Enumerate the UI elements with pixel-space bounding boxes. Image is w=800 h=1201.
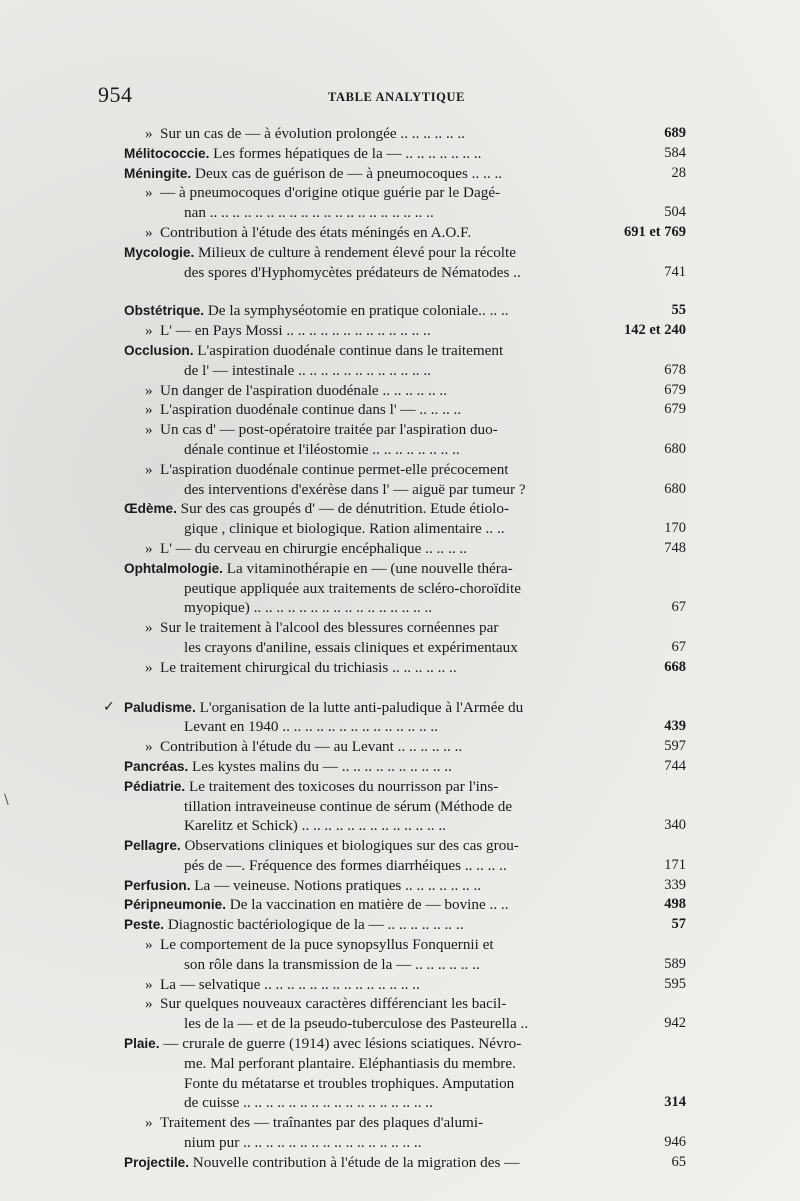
index-entry (124, 460, 686, 500)
entry-line (124, 856, 686, 876)
entry-line (103, 698, 660, 718)
index-entry (124, 499, 686, 539)
entry-text: me. Mal perforant plantaire. Eléphantiasis du membre. (184, 1054, 516, 1072)
entry-text: Traitement des — traînantes par des plaques d'alumi- (160, 1114, 484, 1132)
page-reference: 689 (664, 125, 686, 141)
running-title: TABLE ANALYTIQUE (328, 90, 466, 104)
entry-line (124, 737, 686, 757)
entry-text: son rôle dans la transmission de la — .. .. .. .. .. .. (184, 955, 480, 973)
page-reference: 741 (664, 263, 686, 280)
entry-text: — crurale de guerre (1914) avec lésions sciatiques. Névro- (163, 1035, 522, 1053)
entry-text: Les kystes malins du — .. .. .. .. .. .. .. .. .. .. (192, 757, 452, 775)
entry-line (124, 203, 686, 223)
page-reference: 744 (664, 757, 686, 774)
entry-text: L'aspiration duodénale continue dans l' — .. .. .. .. (160, 401, 462, 419)
index-entry (124, 836, 686, 876)
index-entry (124, 876, 686, 896)
entry-heading: Mélitococcie. (124, 145, 214, 161)
page-reference: 946 (664, 1134, 686, 1151)
page-reference: 340 (664, 817, 686, 834)
page-reference: 942 (664, 1015, 686, 1032)
index-entry (124, 994, 686, 1034)
entry-heading: Occlusion. (124, 342, 198, 358)
page-reference: 314 (664, 1094, 686, 1111)
entry-heading: Peste. (124, 917, 168, 933)
entry-text: Le traitement chirurgical du trichiasis .. .. .. .. .. .. (160, 658, 457, 676)
entry-text: pés de —. Fréquence des formes diarrhéiques .. .. .. .. (184, 856, 507, 874)
entry-line (124, 539, 686, 559)
entry-heading: Projectile. (124, 1154, 193, 1170)
ditto-mark: » (145, 381, 153, 399)
entry-text: Fonte du métatarse et troubles trophiques. Amputation (184, 1074, 515, 1092)
entry-text: peutique appliquée aux traitements de scléro-choroïdite (184, 579, 521, 597)
page-reference: 691 et 769 (623, 223, 686, 240)
entry-text: La vitaminothérapie en — (une nouvelle théra- (226, 559, 513, 577)
ditto-mark: » (145, 125, 153, 142)
entry-heading: Paludisme. (124, 699, 200, 715)
entry-line (124, 1074, 660, 1094)
entry-text: — à pneumocoques d'origine otique guérie par le Dagé- (160, 184, 501, 202)
entry-line (124, 361, 686, 381)
entry-text: Milieux de culture à rendement élevé pour la récolte (198, 243, 516, 261)
entry-text: L' — du cerveau en chirurgie encéphalique .. .. .. .. (160, 539, 467, 557)
entry-text: des spores d'Hyphomycètes prédateurs de Nématodes .. (184, 263, 521, 281)
index-entry (124, 737, 686, 757)
entry-heading: Méningite. (124, 165, 195, 181)
entry-text: De la symphyséotomie en pratique coloniale.. .. .. (207, 302, 509, 320)
entry-line (124, 321, 686, 341)
entry-line (124, 420, 660, 440)
page-reference: 679 (664, 401, 686, 418)
entry-line (124, 559, 660, 579)
entry-line (124, 836, 660, 856)
margin-backslash-mark: \ (4, 792, 9, 808)
index-entry (124, 915, 686, 935)
ditto-mark: » (145, 658, 153, 676)
entry-text: L'organisation de la lutte anti-paludique à l'Armée du (199, 698, 524, 716)
entry-line (124, 183, 660, 203)
ditto-mark: » (145, 223, 153, 241)
index-entries (103, 124, 686, 1173)
page-reference: 339 (664, 876, 686, 893)
entry-heading: Œdème. (124, 501, 181, 517)
entry-line (124, 757, 686, 777)
page-reference: 589 (664, 955, 686, 972)
index-entry (124, 1113, 686, 1153)
index-entry (124, 381, 686, 401)
index-entry (124, 1034, 686, 1113)
index-entry (124, 124, 686, 144)
page-reference: 67 (671, 599, 686, 616)
entry-line (124, 263, 686, 283)
entry-line (124, 341, 660, 361)
page-reference: 748 (664, 539, 686, 556)
entry-line (124, 618, 660, 638)
entry-text: gique , clinique et biologique. Ration alimentaire .. .. (184, 520, 505, 538)
index-entry (124, 895, 686, 915)
page-reference: 668 (664, 658, 686, 675)
entry-text: Le traitement des toxicoses du nourrisson par l'ins- (188, 777, 499, 795)
index-entry (124, 559, 686, 618)
page-reference: 680 (664, 440, 686, 457)
index-entry (124, 777, 686, 836)
ditto-mark: » (145, 539, 153, 557)
entry-text: L'aspiration duodénale continue dans le traitement (197, 341, 504, 359)
page-reference: 67 (671, 638, 686, 655)
entry-text: Sur des cas groupés d' — de dénutrition. Etude étiolo- (180, 500, 510, 518)
entry-line (124, 579, 660, 599)
entry-line (124, 223, 686, 243)
page-reference: 171 (664, 856, 686, 873)
entry-line (124, 1054, 660, 1074)
entry-line (124, 895, 686, 915)
page-reference: 439 (664, 718, 686, 735)
entry-text: Sur quelques nouveaux caractères différenciant les bacil- (160, 995, 507, 1013)
ditto-mark: » (145, 995, 153, 1013)
ditto-mark: » (145, 460, 153, 478)
entry-text: L'aspiration duodénale continue permet-elle précocement (160, 460, 509, 478)
entry-line (124, 440, 686, 460)
entry-line (124, 381, 686, 401)
entry-line (124, 1113, 660, 1133)
ditto-mark: » (145, 738, 153, 756)
ditto-mark: » (145, 421, 153, 439)
entry-heading: Obstétrique. (124, 303, 208, 319)
index-entry (124, 164, 686, 184)
entry-text: myopique) .. .. .. .. .. .. .. .. .. .. .. .. .. .. .. .. (184, 599, 433, 617)
entry-text: de l' — intestinale .. .. .. .. .. .. .. .. .. .. .. .. (184, 361, 431, 379)
page-reference: 595 (664, 975, 686, 992)
entry-line (124, 243, 660, 263)
ditto-mark: » (145, 401, 153, 419)
ditto-mark: » (145, 975, 153, 993)
entry-heading: Pancréas. (124, 758, 193, 774)
index-entry (124, 223, 686, 243)
index-entry (124, 321, 686, 341)
entry-line (124, 876, 686, 896)
entry-text: Levant en 1940 .. .. .. .. .. .. .. .. .. .. .. .. .. .. (184, 718, 438, 736)
entry-text: L' — en Pays Mossi .. .. .. .. .. .. .. .. .. .. .. .. .. (160, 322, 431, 340)
checkmark-icon: ✓ (103, 698, 115, 715)
entry-text: Le comportement de la puce synopsyllus Fonquernii et (160, 936, 494, 954)
page-number: 954 (98, 82, 133, 107)
index-entry (124, 420, 686, 460)
entry-line (124, 301, 686, 321)
entry-line (124, 480, 686, 500)
page-reference: 498 (664, 896, 686, 913)
entry-text: Un cas d' — post-opératoire traitée par l'aspiration duo- (160, 421, 498, 439)
entry-text: Sur un cas de — à évolution prolongée .. .. .. .. .. .. (160, 125, 465, 142)
page-reference: 597 (664, 738, 686, 755)
entry-line (124, 1153, 686, 1173)
index-entry (124, 301, 686, 321)
entry-line (124, 598, 686, 618)
page-reference: 170 (664, 520, 686, 537)
entry-text: nan .. .. .. .. .. .. .. .. .. .. .. .. .. .. .. .. .. .. .. .. (184, 204, 434, 222)
page-reference: 57 (671, 916, 686, 933)
page-reference: 142 et 240 (623, 322, 686, 339)
entry-text: nium pur .. .. .. .. .. .. .. .. .. .. .. .. .. .. .. .. (184, 1134, 422, 1152)
index-entry (124, 400, 686, 420)
index-entry (124, 183, 686, 223)
entry-text: Karelitz et Schick) .. .. .. .. .. .. .. .. .. .. .. .. .. (184, 817, 446, 835)
index-entry (124, 1153, 686, 1173)
entry-line (124, 797, 660, 817)
entry-heading: Plaie. (124, 1036, 164, 1052)
entry-text: Nouvelle contribution à l'étude de la migration des — (192, 1153, 520, 1171)
entry-heading: Perfusion. (124, 877, 195, 893)
index-entry (103, 698, 686, 738)
page-reference: 680 (664, 480, 686, 497)
entry-line (124, 777, 660, 797)
index-entry (124, 935, 686, 975)
page-reference: 55 (671, 302, 686, 319)
entry-line (124, 400, 686, 420)
entry-text: de cuisse .. .. .. .. .. .. .. .. .. .. .. .. .. .. .. .. .. (184, 1094, 433, 1112)
entry-text: Les formes hépatiques de la — .. .. .. .. .. .. .. (213, 144, 482, 162)
entry-heading: Péripneumonie. (124, 897, 230, 913)
entry-text: Un danger de l'aspiration duodénale .. .. .. .. .. .. (160, 381, 448, 399)
entry-line (124, 1093, 686, 1113)
entry-line (124, 975, 686, 995)
entry-line (124, 164, 686, 184)
entry-text: La — veineuse. Notions pratiques .. .. .. .. .. .. .. (194, 876, 482, 894)
entry-text: les crayons d'aniline, essais cliniques et expérimentaux (184, 638, 518, 656)
entry-line (124, 915, 686, 935)
ditto-mark: » (145, 936, 153, 954)
entry-text: Contribution à l'étude des états méningés en A.O.F. (160, 223, 472, 241)
index-entry (124, 658, 686, 678)
entry-text: tillation intraveineuse continue de sérum (Méthode de (184, 797, 513, 815)
entry-text: De la vaccination en matière de — bovine .. .. (229, 896, 509, 914)
index-entry (124, 757, 686, 777)
index-entry (124, 975, 686, 995)
entry-text: Deux cas de guérison de — à pneumocoques .. .. .. (195, 164, 503, 182)
entry-line (124, 460, 660, 480)
ditto-mark: » (145, 322, 153, 340)
entry-text: dénale continue et l'iléostomie .. .. .. .. .. .. .. .. (184, 440, 460, 458)
page-header (98, 82, 498, 112)
index-entry (124, 618, 686, 658)
entry-heading: Pédiatrie. (124, 778, 189, 794)
ditto-mark: » (145, 619, 153, 637)
index-entry (124, 341, 686, 381)
entry-line (124, 1014, 686, 1034)
entry-line (124, 638, 686, 658)
entry-line (124, 519, 686, 539)
page-reference: 28 (671, 164, 686, 181)
entry-text: Observations cliniques et biologiques sur des cas grou- (184, 837, 519, 855)
entry-line (124, 1133, 686, 1153)
entry-line (124, 816, 686, 836)
entry-text: Contribution à l'étude du — au Levant .. .. .. .. .. .. (160, 738, 463, 756)
entry-line (124, 124, 686, 144)
page-reference: 504 (664, 204, 686, 221)
entry-heading: Mycologie. (124, 244, 199, 260)
entry-heading: Ophtalmologie. (124, 560, 227, 576)
entry-line (124, 499, 660, 519)
entry-line (124, 717, 686, 737)
page-reference: 679 (664, 381, 686, 398)
page-reference: 65 (671, 1153, 686, 1170)
ditto-mark: » (145, 184, 153, 202)
index-entry (124, 243, 686, 283)
entry-line (124, 144, 686, 164)
entry-line (124, 1034, 660, 1054)
entry-line (124, 994, 660, 1014)
entry-text: Sur le traitement à l'alcool des blessures cornéennes par (160, 619, 499, 637)
entry-text: La — selvatique .. .. .. .. .. .. .. .. .. .. .. .. .. .. (160, 975, 420, 993)
page-reference: 678 (664, 361, 686, 378)
index-entry (124, 144, 686, 164)
index-entry (124, 539, 686, 559)
entry-heading: Pellagre. (124, 838, 185, 854)
entry-line (124, 658, 686, 678)
page-reference: 584 (664, 144, 686, 161)
entry-text: les de la — et de la pseudo-tuberculose des Pasteurella .. (184, 1015, 529, 1033)
entry-text: Diagnostic bactériologique de la — .. .. .. .. .. .. .. (167, 916, 464, 934)
entry-line (124, 955, 686, 975)
entry-line (124, 935, 660, 955)
ditto-mark: » (145, 1114, 153, 1132)
entry-text: des interventions d'exérèse dans l' — aiguë par tumeur ? (184, 480, 526, 498)
